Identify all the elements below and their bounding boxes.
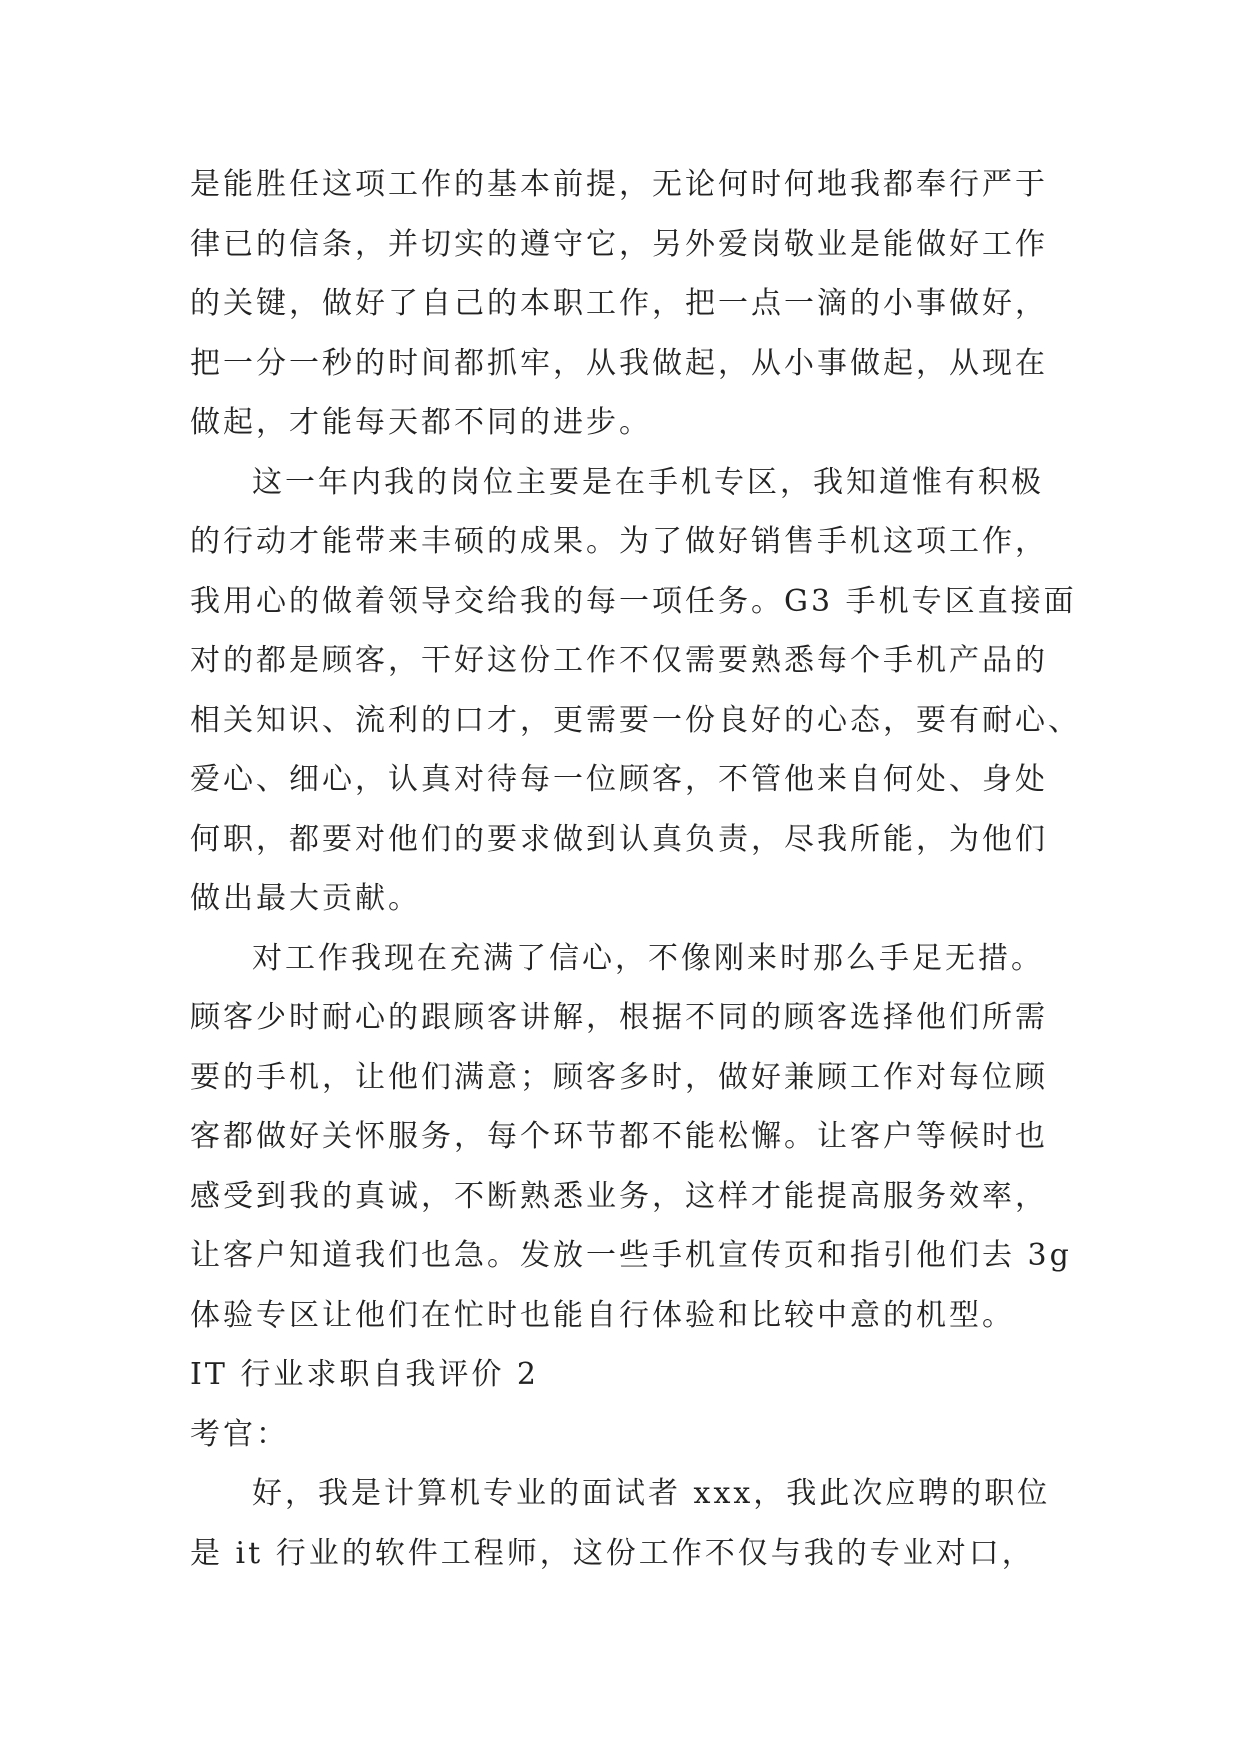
text-line: 顾客少时耐心的跟顾客讲解，根据不同的顾客选择他们所需 [190,1000,1048,1035]
text-line: 客都做好关怀服务，每个环节都不能松懈。让客户等候时也 [190,1119,1048,1154]
text-line: 做出最大贡献。 [190,881,421,916]
text-line: 做起，才能每天都不同的进步。 [190,405,652,440]
text-line: 是能胜任这项工作的基本前提，无论何时何地我都奉行严于 [190,167,1048,202]
section-title: IT 行业求职自我评价 2 [190,1357,540,1392]
text-line: 相关知识、流利的口才，更需要一份良好的心态，要有耐心、 [190,702,1081,738]
paragraph-start-line: 这一年内我的岗位主要是在手机专区，我知道惟有积极 [252,464,1044,500]
text-line: 的关键，做好了自己的本职工作，把一点一滴的小事做好， [190,286,1048,321]
paragraph-start-line: 对工作我现在充满了信心，不像刚来时那么手足无措。 [252,940,1044,976]
text-line: 让客户知道我们也急。发放一些手机宣传页和指引他们去 3g [190,1238,1072,1273]
text-line: 把一分一秒的时间都抓牢，从我做起，从小事做起，从现在 [190,345,1048,381]
paragraph-start-line: 好，我是计算机专业的面试者 xxx，我此次应聘的职位 [252,1476,1051,1511]
text-line: 是 it 行业的软件工程师，这份工作不仅与我的专业对口， [190,1535,1035,1571]
text-line: 爱心、细心，认真对待每一位顾客，不管他来自何处、身处 [190,762,1048,797]
text-line: 我用心的做着领导交给我的每一项任务。G3 手机专区直接面 [190,583,1077,619]
text-line: 何职，都要对他们的要求做到认真负责，尽我所能，为他们 [190,821,1048,857]
text-line: 感受到我的真诚，不断熟悉业务，这样才能提高服务效率， [190,1178,1048,1214]
salutation: 考官： [190,1416,289,1452]
text-line: 对的都是顾客，干好这份工作不仅需要熟悉每个手机产品的 [190,643,1048,678]
document-page [190,155,1081,1583]
text-line: 的行动才能带来丰硕的成果。为了做好销售手机这项工作， [190,524,1048,559]
text-line: 要的手机，让他们满意；顾客多时，做好兼顾工作对每位顾 [190,1059,1048,1095]
text-line: 律已的信条，并切实的遵守它，另外爱岗敬业是能做好工作 [190,226,1048,262]
text-line: 体验专区让他们在忙时也能自行体验和比较中意的机型。 [190,1297,1015,1333]
